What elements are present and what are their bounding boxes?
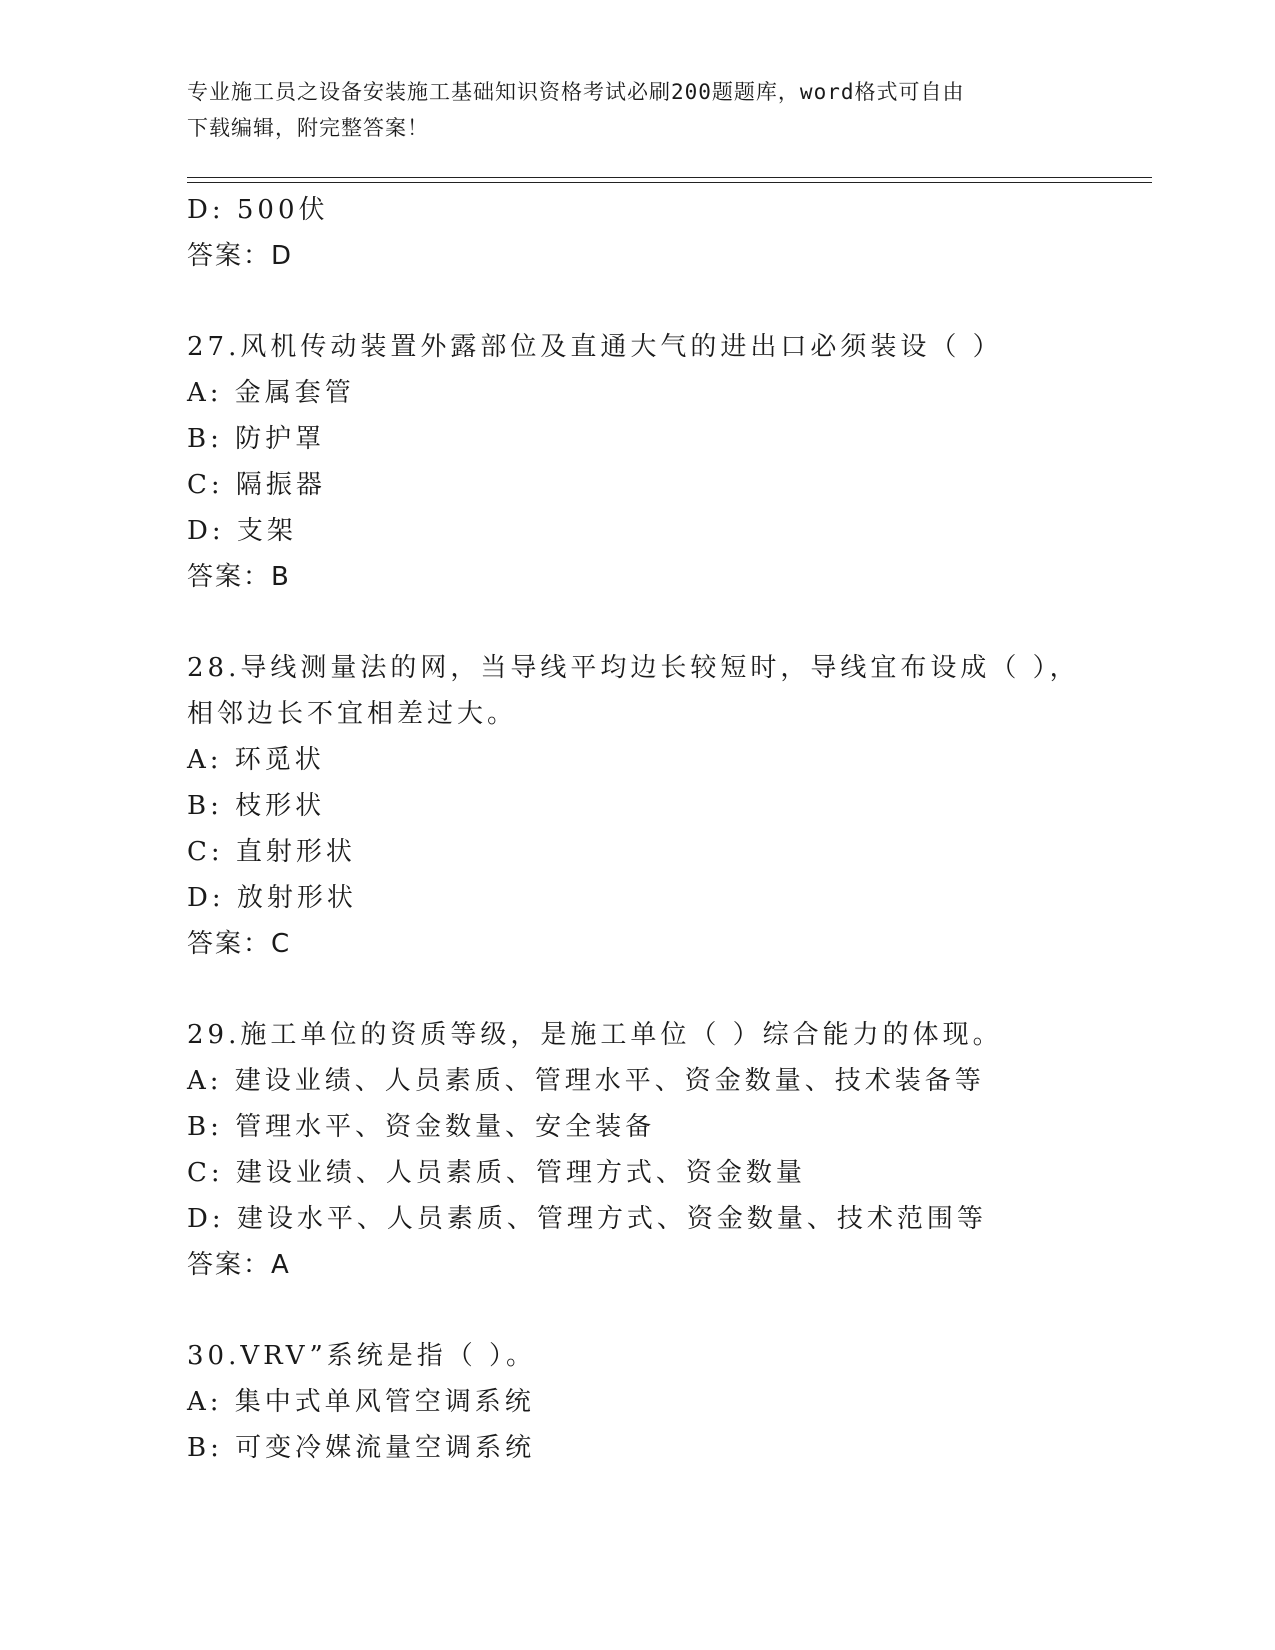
spacer xyxy=(187,1288,1147,1333)
question-content xyxy=(187,187,1147,1471)
option-a: A: 环觅状 xyxy=(187,745,325,775)
option-d: D: 500伏 xyxy=(187,195,329,225)
option-b: B: 可变冷媒流量空调系统 xyxy=(187,1433,536,1463)
option-c: C: 建设业绩、人员素质、管理方式、资金数量 xyxy=(187,1158,806,1188)
option-a: A: 集中式单风管空调系统 xyxy=(187,1387,535,1417)
answer-line: 答案：B xyxy=(187,562,291,592)
answer-line: 答案：D xyxy=(187,241,294,271)
question-30 xyxy=(187,1333,1147,1471)
question-27 xyxy=(187,324,1147,600)
question-stem: 28.导线测量法的网，当导线平均边长较短时，导线宜布设成（ ）， xyxy=(187,653,1080,683)
option-b: B: 枝形状 xyxy=(187,791,326,821)
option-b: B: 管理水平、资金数量、安全装备 xyxy=(187,1112,656,1142)
option-c: C: 隔振器 xyxy=(187,470,326,500)
answer-line: 答案：A xyxy=(187,1250,291,1280)
question-stem-continued: 相邻边长不宜相差过大。 xyxy=(187,699,518,729)
previous-question-tail xyxy=(187,187,1147,279)
answer-line: 答案：C xyxy=(187,929,292,959)
spacer xyxy=(187,967,1147,1012)
question-stem: 30.VRV”系统是指（ ）。 xyxy=(187,1341,537,1371)
document-header xyxy=(187,74,1087,146)
option-a: A: 金属套管 xyxy=(187,378,355,408)
question-stem: 29.施工单位的资质等级，是施工单位（ ）综合能力的体现。 xyxy=(187,1020,1003,1050)
question-29 xyxy=(187,1012,1147,1288)
header-title-line-2: 下载编辑，附完整答案！ xyxy=(187,116,429,140)
question-28 xyxy=(187,645,1147,967)
option-c: C: 直射形状 xyxy=(187,837,356,867)
option-b: B: 防护罩 xyxy=(187,424,326,454)
header-divider-top xyxy=(187,177,1152,178)
header-title-line-1: 专业施工员之设备安装施工基础知识资格考试必刷200题题库，word格式可自由 xyxy=(187,80,965,104)
option-d: D: 建设水平、人员素质、管理方式、资金数量、技术范围等 xyxy=(187,1204,987,1234)
option-d: D: 放射形状 xyxy=(187,883,357,913)
option-a: A: 建设业绩、人员素质、管理水平、资金数量、技术装备等 xyxy=(187,1066,985,1096)
question-stem: 27.风机传动装置外露部位及直通大气的进出口必须装设（ ） xyxy=(187,332,1003,362)
header-divider-bottom xyxy=(187,182,1152,183)
option-d: D: 支架 xyxy=(187,516,297,546)
spacer xyxy=(187,600,1147,645)
spacer xyxy=(187,279,1147,324)
